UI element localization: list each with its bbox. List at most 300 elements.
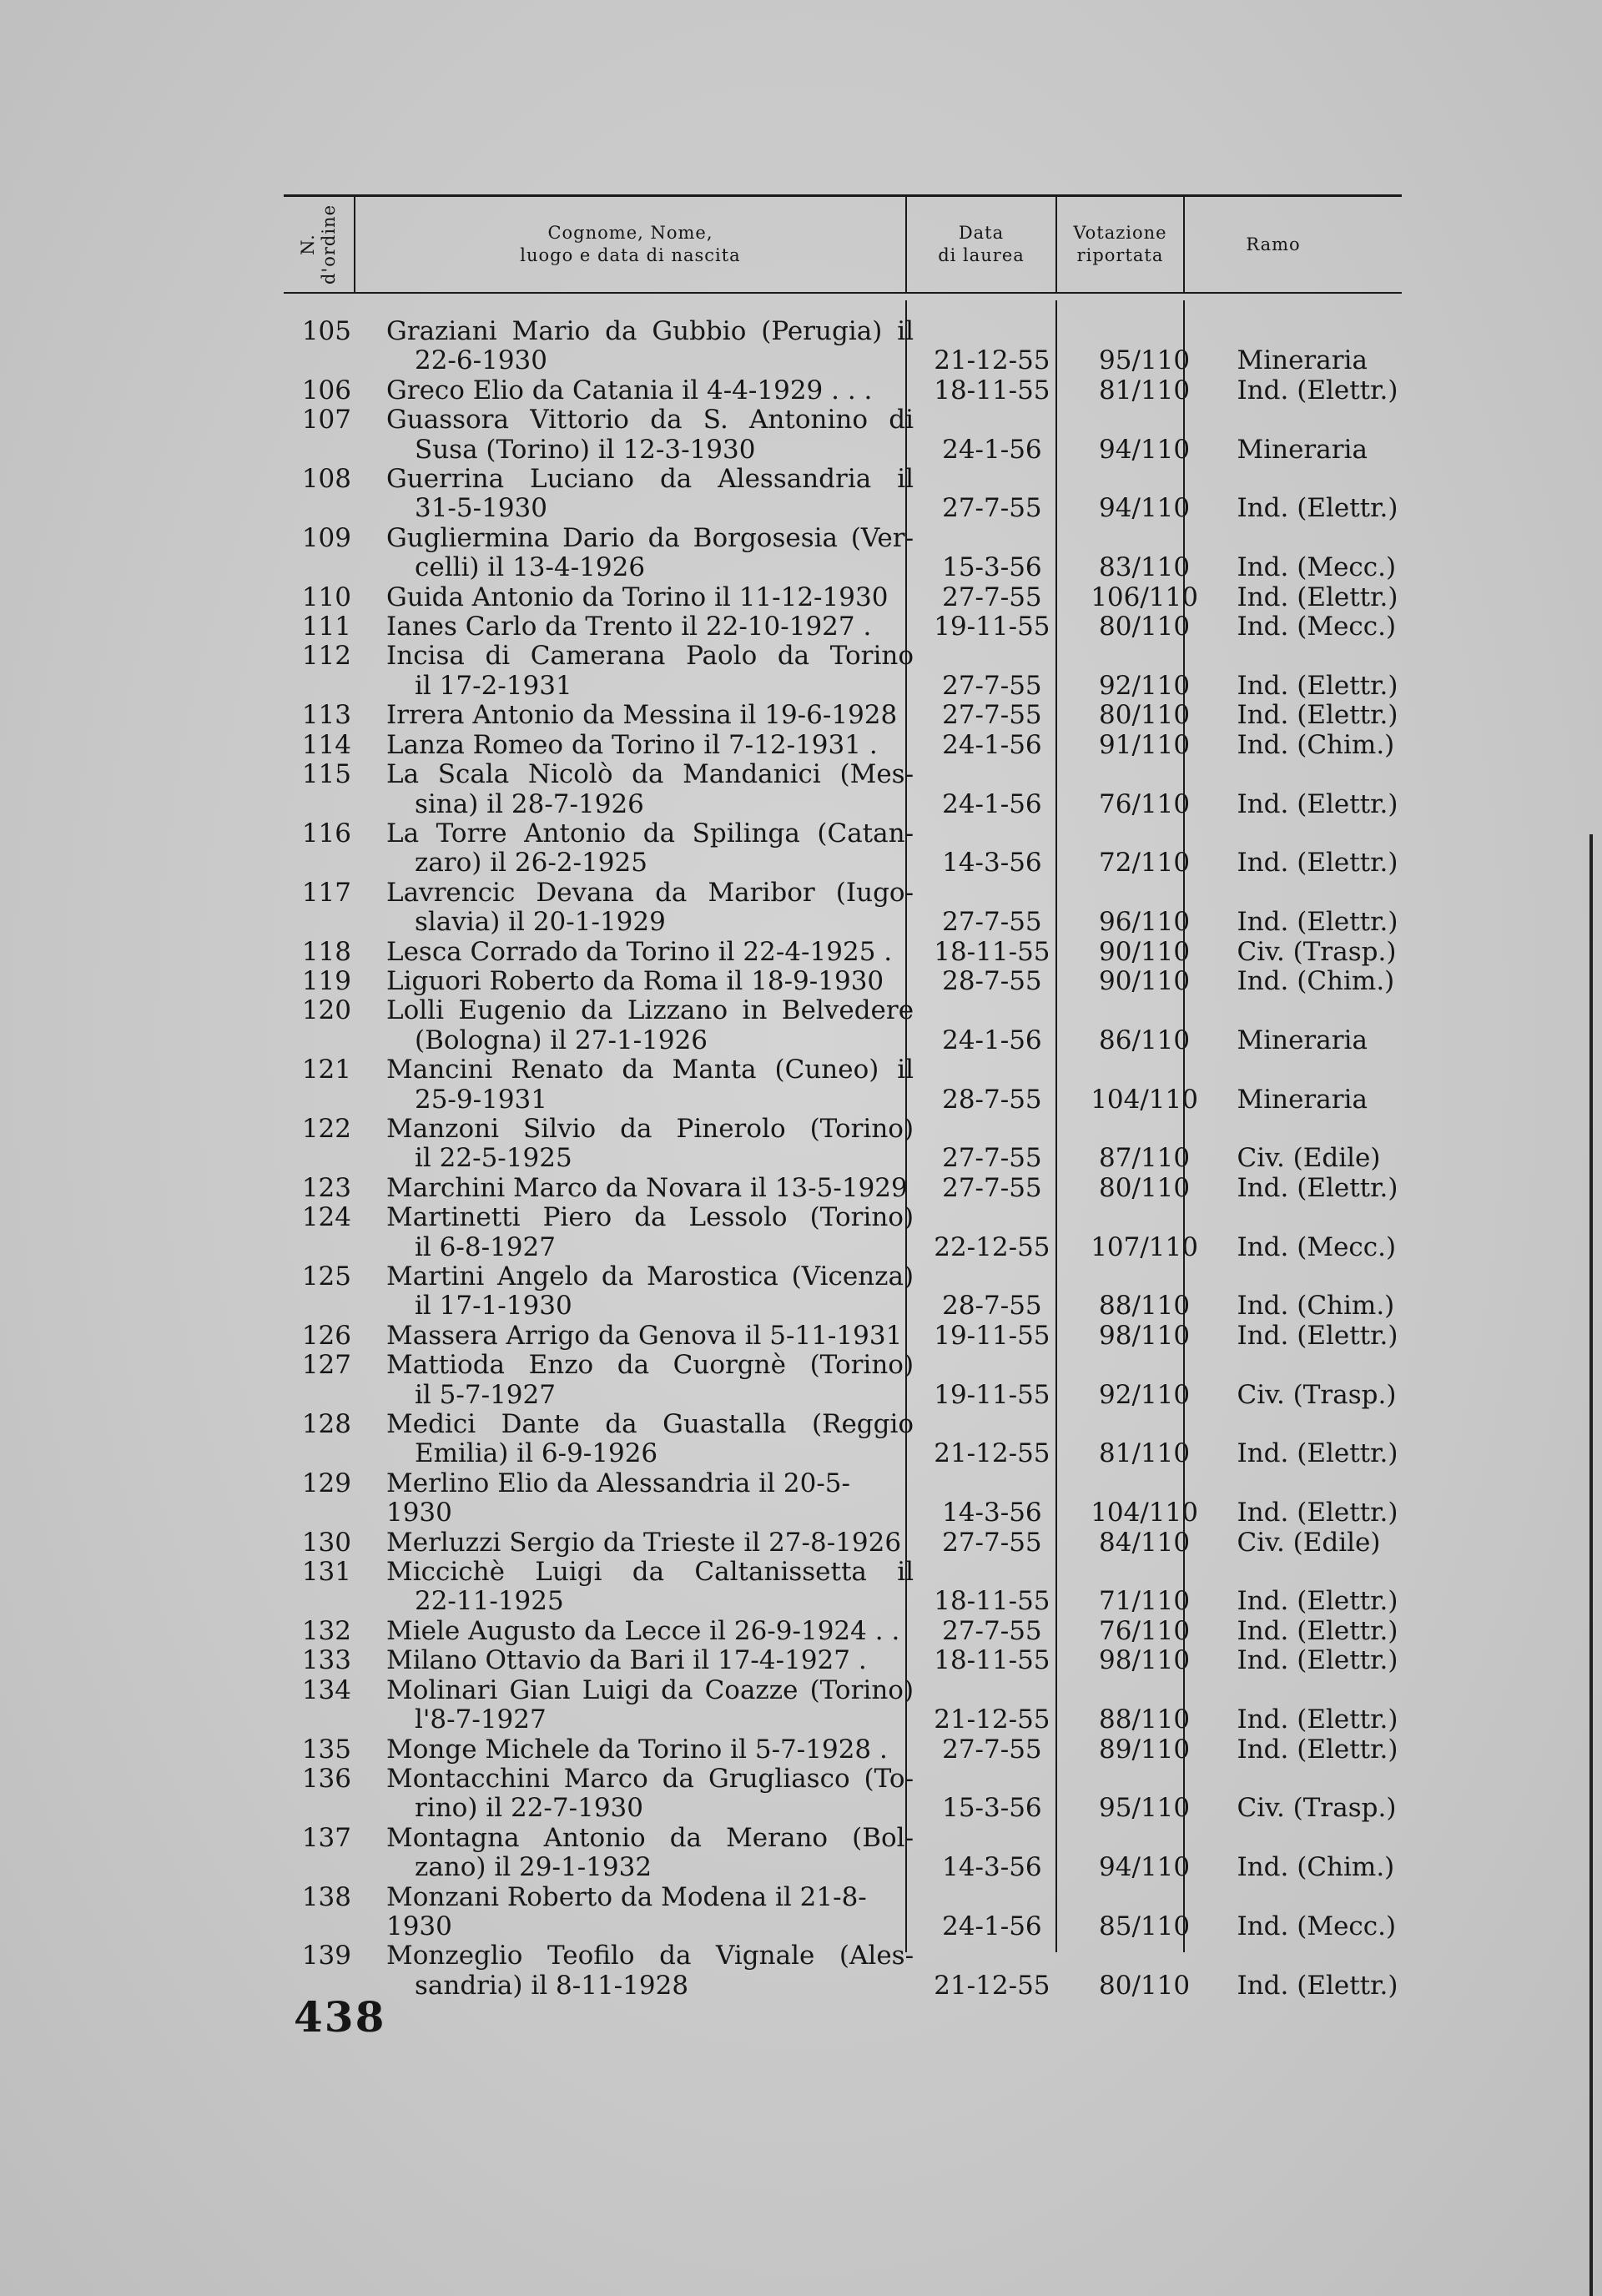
row-ramo-value: Ind. (Elettr.) — [1237, 1586, 1398, 1617]
row-date-value: 27-7-55 — [942, 1734, 1042, 1765]
row-date — [914, 701, 1071, 730]
row-name-cell — [386, 465, 914, 524]
row-ramo-value: Ind. (Elettr.) — [1237, 1172, 1398, 1203]
row-date-value: 19-11-55 — [934, 1379, 1050, 1410]
row-ramo-value: Civ. (Trasp.) — [1237, 1793, 1397, 1824]
row-vote-value: 86/110 — [1099, 1025, 1191, 1055]
table-row — [284, 1941, 1402, 2001]
row-name-cell — [386, 376, 914, 405]
row-name-line-1: Lesca Corrado da Torino il 22-4-1925 . — [385, 936, 893, 967]
table-row — [284, 1322, 1402, 1351]
row-ramo — [1218, 1883, 1402, 1942]
row-number: 138 — [301, 1881, 351, 1912]
row-name-line-1: Gugliermina Dario da Borgosesia (Ver- — [385, 522, 914, 553]
row-ramo — [1218, 465, 1402, 524]
row-number: 120 — [301, 995, 351, 1026]
row-vote — [1071, 1262, 1219, 1322]
row-number: 131 — [301, 1557, 351, 1588]
row-ramo-value: Ind. (Elettr.) — [1237, 907, 1398, 938]
row-date — [914, 465, 1071, 524]
row-ramo — [1218, 1203, 1402, 1262]
row-number: 119 — [301, 965, 351, 996]
row-vote — [1071, 1528, 1219, 1558]
row-ramo — [1218, 731, 1402, 760]
table-header-rule — [284, 292, 1402, 294]
row-name-line-1: Greco Elio da Catania il 4-4-1929 . . . — [385, 375, 873, 405]
table-row — [284, 1351, 1402, 1410]
row-vote — [1071, 731, 1219, 760]
row-ramo-value: Mineraria — [1237, 434, 1368, 465]
row-date — [914, 612, 1071, 642]
row-name-line-1: Monge Michele da Torino il 5-7-1928 . — [385, 1734, 888, 1765]
row-vote — [1071, 1558, 1219, 1617]
row-vote — [1071, 1351, 1219, 1410]
row-ramo-value: Mineraria — [1237, 1084, 1368, 1115]
row-vote — [1071, 1410, 1219, 1469]
row-name-line-2: il 5-7-1927 — [414, 1379, 556, 1410]
row-name-cell — [386, 996, 914, 1055]
row-vote — [1071, 1941, 1219, 2001]
row-number: 127 — [301, 1350, 351, 1381]
row-vote — [1071, 612, 1219, 642]
row-date-value: 14-3-56 — [942, 1852, 1042, 1883]
row-number: 136 — [301, 1763, 351, 1794]
row-date — [914, 1469, 1071, 1528]
row-number: 105 — [301, 316, 351, 346]
row-date-value: 27-7-55 — [942, 1527, 1042, 1558]
row-ramo — [1218, 1676, 1402, 1735]
row-date-value: 14-3-56 — [942, 1498, 1042, 1528]
row-date-value: 27-7-55 — [942, 907, 1042, 938]
row-date-value: 24-1-56 — [942, 1025, 1042, 1055]
row-date — [914, 1322, 1071, 1351]
row-name-cell — [386, 1528, 914, 1558]
row-name-line-1: Incisa di Camerana Paolo da Torino — [385, 641, 914, 672]
header-date — [907, 197, 1055, 292]
row-name-line-1: Medici Dante da Guastalla (Reggio — [385, 1409, 914, 1440]
row-date — [914, 376, 1071, 405]
row-ramo-value: Ind. (Elettr.) — [1237, 848, 1398, 879]
row-ramo-value: Ind. (Elettr.) — [1237, 1498, 1398, 1528]
row-vote — [1071, 879, 1219, 938]
table-row — [284, 612, 1402, 642]
row-vote — [1071, 583, 1219, 612]
row-vote — [1071, 1203, 1219, 1262]
row-vote — [1071, 996, 1219, 1055]
row-date — [914, 1824, 1071, 1883]
row-number: 107 — [301, 405, 351, 436]
row-vote-value: 95/110 — [1099, 345, 1191, 376]
row-date-value: 21-12-55 — [934, 1970, 1050, 2001]
row-vote-value: 106/110 — [1091, 582, 1198, 612]
row-ramo — [1218, 701, 1402, 730]
table-row — [284, 967, 1402, 996]
row-name-line-2: 22-11-1925 — [414, 1586, 564, 1617]
row-ramo-value: Mineraria — [1237, 1025, 1368, 1055]
page-number: 438 — [294, 1992, 386, 2042]
header-vote — [1057, 197, 1183, 292]
row-name-line-1: Martini Angelo da Marostica (Vicenza) — [385, 1261, 914, 1292]
row-name-line-1: Mattioda Enzo da Cuorgnè (Torino) — [385, 1350, 914, 1381]
row-number: 130 — [301, 1527, 351, 1558]
row-vote — [1071, 405, 1219, 465]
header-name — [355, 197, 905, 292]
row-ramo-value: Ind. (Chim.) — [1237, 965, 1395, 996]
row-ramo — [1218, 1528, 1402, 1558]
row-vote — [1071, 1115, 1219, 1174]
row-vote — [1071, 819, 1219, 879]
row-date — [914, 1528, 1071, 1558]
row-date — [914, 583, 1071, 612]
row-ramo-value: Civ. (Edile) — [1237, 1143, 1381, 1174]
row-date — [914, 1055, 1071, 1115]
row-date — [914, 1203, 1071, 1262]
row-name-line-2: zano) il 29-1-1932 — [414, 1852, 652, 1883]
table-row — [284, 731, 1402, 760]
row-vote — [1071, 1735, 1219, 1765]
row-ramo-value: Ind. (Mecc.) — [1237, 1231, 1397, 1262]
row-vote-value: 80/110 — [1099, 1172, 1191, 1203]
row-ramo — [1218, 1765, 1402, 1824]
row-vote — [1071, 317, 1219, 376]
row-ramo — [1218, 760, 1402, 819]
row-ramo-value: Ind. (Mecc.) — [1237, 612, 1397, 642]
row-date — [914, 1115, 1071, 1174]
table-row — [284, 996, 1402, 1055]
row-vote — [1071, 1617, 1219, 1646]
row-date-value: 21-12-55 — [934, 345, 1050, 376]
row-name-line-2: il 17-2-1931 — [414, 670, 572, 701]
row-number: 129 — [301, 1468, 351, 1498]
table-row — [284, 701, 1402, 730]
row-date — [914, 317, 1071, 376]
row-ramo — [1218, 1322, 1402, 1351]
scan-edge — [1589, 834, 1593, 2296]
row-vote-value: 94/110 — [1099, 493, 1191, 524]
row-name-line-1: Marchini Marco da Novara il 13-5-1929 — [385, 1172, 908, 1203]
row-ramo — [1218, 967, 1402, 996]
row-ramo — [1218, 1115, 1402, 1174]
row-date-value: 24-1-56 — [942, 729, 1042, 760]
row-number: 111 — [301, 612, 351, 642]
row-number: 133 — [301, 1645, 351, 1676]
row-name-cell — [386, 1174, 914, 1203]
row-date — [914, 731, 1071, 760]
row-ramo — [1218, 1469, 1402, 1528]
row-name-cell — [386, 1262, 914, 1322]
row-vote-value: 80/110 — [1099, 1970, 1191, 2001]
row-vote-value: 76/110 — [1099, 1615, 1191, 1646]
row-name-line-1: Irrera Antonio da Messina il 19-6-1928 — [385, 700, 898, 731]
row-ramo-value: Ind. (Elettr.) — [1237, 375, 1398, 405]
row-vote-value: 84/110 — [1099, 1527, 1191, 1558]
row-date — [914, 1941, 1071, 2001]
row-date — [914, 524, 1071, 583]
row-date — [914, 405, 1071, 465]
row-date — [914, 1174, 1071, 1203]
header-ramo-label: Ramo — [1246, 234, 1301, 254]
row-name-line-1: Lanza Romeo da Torino il 7-12-1931 . — [385, 729, 878, 760]
row-number: 114 — [301, 729, 351, 760]
table-row — [284, 1735, 1402, 1765]
row-vote-value: 85/110 — [1099, 1911, 1191, 1941]
header-vote-label: Votazione — [1073, 223, 1167, 243]
table-row — [284, 1469, 1402, 1528]
row-vote-value: 90/110 — [1099, 936, 1191, 967]
row-number: 128 — [301, 1409, 351, 1440]
row-ramo — [1218, 376, 1402, 405]
row-name-cell — [386, 1558, 914, 1617]
row-name-line-1: Guerrina Luciano da Alessandria il — [385, 464, 914, 495]
row-name-line-1: Guida Antonio da Torino il 11-12-1930 — [385, 582, 889, 612]
row-date-value: 27-7-55 — [942, 1143, 1042, 1174]
row-name-line-2: 22-6-1930 — [414, 345, 547, 376]
row-ramo-value: Ind. (Elettr.) — [1237, 1734, 1398, 1765]
row-name-cell — [386, 1941, 914, 2001]
row-name-cell — [386, 1824, 914, 1883]
row-number: 110 — [301, 582, 351, 612]
row-name-line-1: Graziani Mario da Gubbio (Perugia) il — [385, 316, 914, 346]
row-name-line-2: rino) il 22-7-1930 — [414, 1793, 643, 1824]
row-name-line-1: Guassora Vittorio da S. Antonino di — [385, 405, 914, 436]
graduates-table — [284, 317, 1402, 2001]
row-vote-value: 92/110 — [1099, 1379, 1191, 1410]
row-vote-value: 104/110 — [1091, 1084, 1198, 1115]
row-number: 123 — [301, 1172, 351, 1203]
row-name-cell — [386, 1735, 914, 1765]
row-vote-value: 87/110 — [1099, 1143, 1191, 1174]
row-name-cell — [386, 1115, 914, 1174]
row-date — [914, 996, 1071, 1055]
row-name-line-2: sina) il 28-7-1926 — [414, 788, 644, 819]
row-ramo-value: Civ. (Edile) — [1237, 1527, 1381, 1558]
row-name-line-1: Miele Augusto da Lecce il 26-9-1924 . . — [385, 1615, 900, 1646]
row-ramo-value: Ind. (Elettr.) — [1237, 670, 1398, 701]
row-number: 109 — [301, 522, 351, 553]
header-name-sublabel: luogo e data di nascita — [520, 245, 741, 265]
row-ramo — [1218, 879, 1402, 938]
row-date-value: 27-7-55 — [942, 1615, 1042, 1646]
table-row — [284, 1262, 1402, 1322]
row-date-value: 24-1-56 — [942, 1911, 1042, 1941]
row-date — [914, 1351, 1071, 1410]
row-ramo — [1218, 1558, 1402, 1617]
table-row — [284, 1203, 1402, 1262]
row-name-line-1: Lavrencic Devana da Maribor (Iugo- — [385, 877, 914, 908]
row-name-cell — [386, 1322, 914, 1351]
table-row — [284, 524, 1402, 583]
row-date — [914, 1617, 1071, 1646]
row-date — [914, 967, 1071, 996]
row-ramo-value: Ind. (Elettr.) — [1237, 1615, 1398, 1646]
row-date-value: 18-11-55 — [934, 936, 1050, 967]
row-name-line-2: l'8-7-1927 — [414, 1704, 547, 1735]
row-date — [914, 1646, 1071, 1675]
row-vote-value: 94/110 — [1099, 434, 1191, 465]
header-ramo — [1185, 197, 1362, 292]
row-vote — [1071, 376, 1219, 405]
row-number: 139 — [301, 1941, 351, 1971]
row-ramo — [1218, 317, 1402, 376]
row-ramo — [1218, 819, 1402, 879]
row-date — [914, 1262, 1071, 1322]
row-vote-value: 80/110 — [1099, 612, 1191, 642]
row-name-line-1: La Scala Nicolò da Mandanici (Mes- — [385, 759, 914, 790]
row-vote — [1071, 1676, 1219, 1735]
table-row — [284, 819, 1402, 879]
row-date-value: 15-3-56 — [942, 1793, 1042, 1824]
row-name-cell — [386, 1469, 914, 1528]
row-date — [914, 1558, 1071, 1617]
row-ramo-value: Ind. (Mecc.) — [1237, 552, 1397, 583]
row-name-cell — [386, 1351, 914, 1410]
row-date — [914, 1765, 1071, 1824]
row-name-line-2: sandria) il 8-11-1928 — [414, 1970, 689, 2001]
row-name-line-1: La Torre Antonio da Spilinga (Catan- — [385, 818, 914, 848]
row-name-line-2: Susa (Torino) il 12-3-1930 — [414, 434, 756, 465]
row-name-cell — [386, 1617, 914, 1646]
row-vote-value: 71/110 — [1099, 1586, 1191, 1617]
table-row — [284, 1883, 1402, 1942]
table-row — [284, 405, 1402, 465]
row-name-line-1: Merluzzi Sergio da Trieste il 27-8-1926 — [385, 1527, 902, 1558]
row-vote-value: 98/110 — [1099, 1645, 1191, 1676]
row-number: 137 — [301, 1822, 351, 1853]
row-ramo-value: Ind. (Chim.) — [1237, 729, 1395, 760]
row-vote-value: 98/110 — [1099, 1320, 1191, 1351]
row-name-cell — [386, 583, 914, 612]
row-ramo-value: Civ. (Trasp.) — [1237, 1379, 1397, 1410]
row-ramo — [1218, 405, 1402, 465]
header-number — [284, 197, 354, 292]
row-ramo — [1218, 642, 1402, 701]
table-row — [284, 1646, 1402, 1675]
row-name-line-1: Massera Arrigo da Genova il 5-11-1931 — [385, 1320, 903, 1351]
row-vote — [1071, 1646, 1219, 1675]
row-name-line-2: 31-5-1930 — [414, 493, 547, 524]
row-vote-value: 91/110 — [1099, 729, 1191, 760]
row-vote-value: 94/110 — [1099, 1852, 1191, 1883]
row-vote-value: 88/110 — [1099, 1291, 1191, 1322]
row-date-value: 22-12-55 — [934, 1231, 1050, 1262]
row-vote-value: 83/110 — [1099, 552, 1191, 583]
row-name-cell — [386, 1410, 914, 1469]
row-name-line-1: Milano Ottavio da Bari il 17-4-1927 . — [385, 1645, 867, 1676]
row-name-cell — [386, 1676, 914, 1735]
row-ramo-value: Mineraria — [1237, 345, 1368, 376]
row-number: 125 — [301, 1261, 351, 1292]
row-vote — [1071, 642, 1219, 701]
row-name-line-1: Montacchini Marco da Grugliasco (To- — [385, 1763, 914, 1794]
row-ramo — [1218, 524, 1402, 583]
table-row — [284, 760, 1402, 819]
row-name-cell — [386, 642, 914, 701]
header-number-sublabel: d'ordine — [319, 204, 339, 285]
row-ramo-value: Ind. (Chim.) — [1237, 1291, 1395, 1322]
row-number: 121 — [301, 1055, 351, 1085]
row-number: 122 — [301, 1113, 351, 1144]
table-row — [284, 1055, 1402, 1115]
row-ramo — [1218, 938, 1402, 967]
row-name-line-1: Miccichè Luigi da Caltanissetta il — [385, 1557, 914, 1588]
row-vote-value: 88/110 — [1099, 1704, 1191, 1735]
row-ramo — [1218, 1617, 1402, 1646]
row-name-line-2: Emilia) il 6-9-1926 — [414, 1438, 658, 1469]
table-row — [284, 1410, 1402, 1469]
header-vote-sublabel: riportata — [1076, 245, 1164, 265]
row-ramo-value: Ind. (Elettr.) — [1237, 1704, 1398, 1735]
row-name-cell — [386, 524, 914, 583]
row-vote — [1071, 1055, 1219, 1115]
row-number: 106 — [301, 375, 351, 405]
row-date-value: 28-7-55 — [942, 1084, 1042, 1115]
row-ramo — [1218, 1262, 1402, 1322]
row-date-value: 19-11-55 — [934, 1320, 1050, 1351]
row-name-cell — [386, 1055, 914, 1115]
row-name-line-1: Merlino Elio da Alessandria il 20-5-1930 — [385, 1468, 850, 1528]
row-name-line-1: Monzani Roberto da Modena il 21-8-1930 — [385, 1881, 867, 1941]
row-name-cell — [386, 1765, 914, 1824]
row-name-line-1: Mancini Renato da Manta (Cuneo) il — [385, 1055, 914, 1085]
row-name-line-2: 25-9-1931 — [414, 1084, 547, 1115]
row-date-value: 14-3-56 — [942, 848, 1042, 879]
row-vote-value: 81/110 — [1099, 375, 1191, 405]
table-row — [284, 1528, 1402, 1558]
row-ramo-value: Ind. (Elettr.) — [1237, 1320, 1398, 1351]
row-date-value: 28-7-55 — [942, 1291, 1042, 1322]
row-number: 132 — [301, 1615, 351, 1646]
row-name-line-2: il 17-1-1930 — [414, 1291, 572, 1322]
row-number: 126 — [301, 1320, 351, 1351]
row-ramo-value: Ind. (Chim.) — [1237, 1852, 1395, 1883]
header-date-label: Data — [958, 223, 1005, 243]
row-name-line-2: celli) il 13-4-1926 — [414, 552, 646, 583]
row-ramo — [1218, 1735, 1402, 1765]
table-row — [284, 1676, 1402, 1735]
row-name-line-1: Ianes Carlo da Trento il 22-10-1927 . — [385, 612, 872, 642]
table-row — [284, 1174, 1402, 1203]
row-vote — [1071, 938, 1219, 967]
row-date — [914, 1676, 1071, 1735]
row-vote-value: 72/110 — [1099, 848, 1191, 879]
row-date — [914, 1735, 1071, 1765]
row-vote — [1071, 465, 1219, 524]
row-date-value: 21-12-55 — [934, 1704, 1050, 1735]
row-ramo — [1218, 1351, 1402, 1410]
row-date — [914, 819, 1071, 879]
row-vote-value: 107/110 — [1091, 1231, 1198, 1262]
row-vote-value: 90/110 — [1099, 965, 1191, 996]
row-name-line-2: il 6-8-1927 — [414, 1231, 556, 1262]
row-name-cell — [386, 1883, 914, 1942]
row-number: 115 — [301, 759, 351, 790]
row-name-cell — [386, 731, 914, 760]
row-vote — [1071, 1765, 1219, 1824]
row-number: 108 — [301, 464, 351, 495]
row-vote-value: 95/110 — [1099, 1793, 1191, 1824]
row-name-line-1: Molinari Gian Luigi da Coazze (Torino) — [385, 1674, 914, 1705]
row-ramo-value: Ind. (Elettr.) — [1237, 493, 1398, 524]
row-vote-value: 81/110 — [1099, 1438, 1191, 1469]
row-ramo-value: Ind. (Mecc.) — [1237, 1911, 1397, 1941]
row-number: 134 — [301, 1674, 351, 1705]
row-ramo-value: Ind. (Elettr.) — [1237, 582, 1398, 612]
row-name-line-2: il 22-5-1925 — [414, 1143, 572, 1174]
table-row — [284, 317, 1402, 376]
row-name-cell — [386, 819, 914, 879]
row-name-line-1: Manzoni Silvio da Pinerolo (Torino) — [385, 1113, 914, 1144]
row-vote — [1071, 760, 1219, 819]
